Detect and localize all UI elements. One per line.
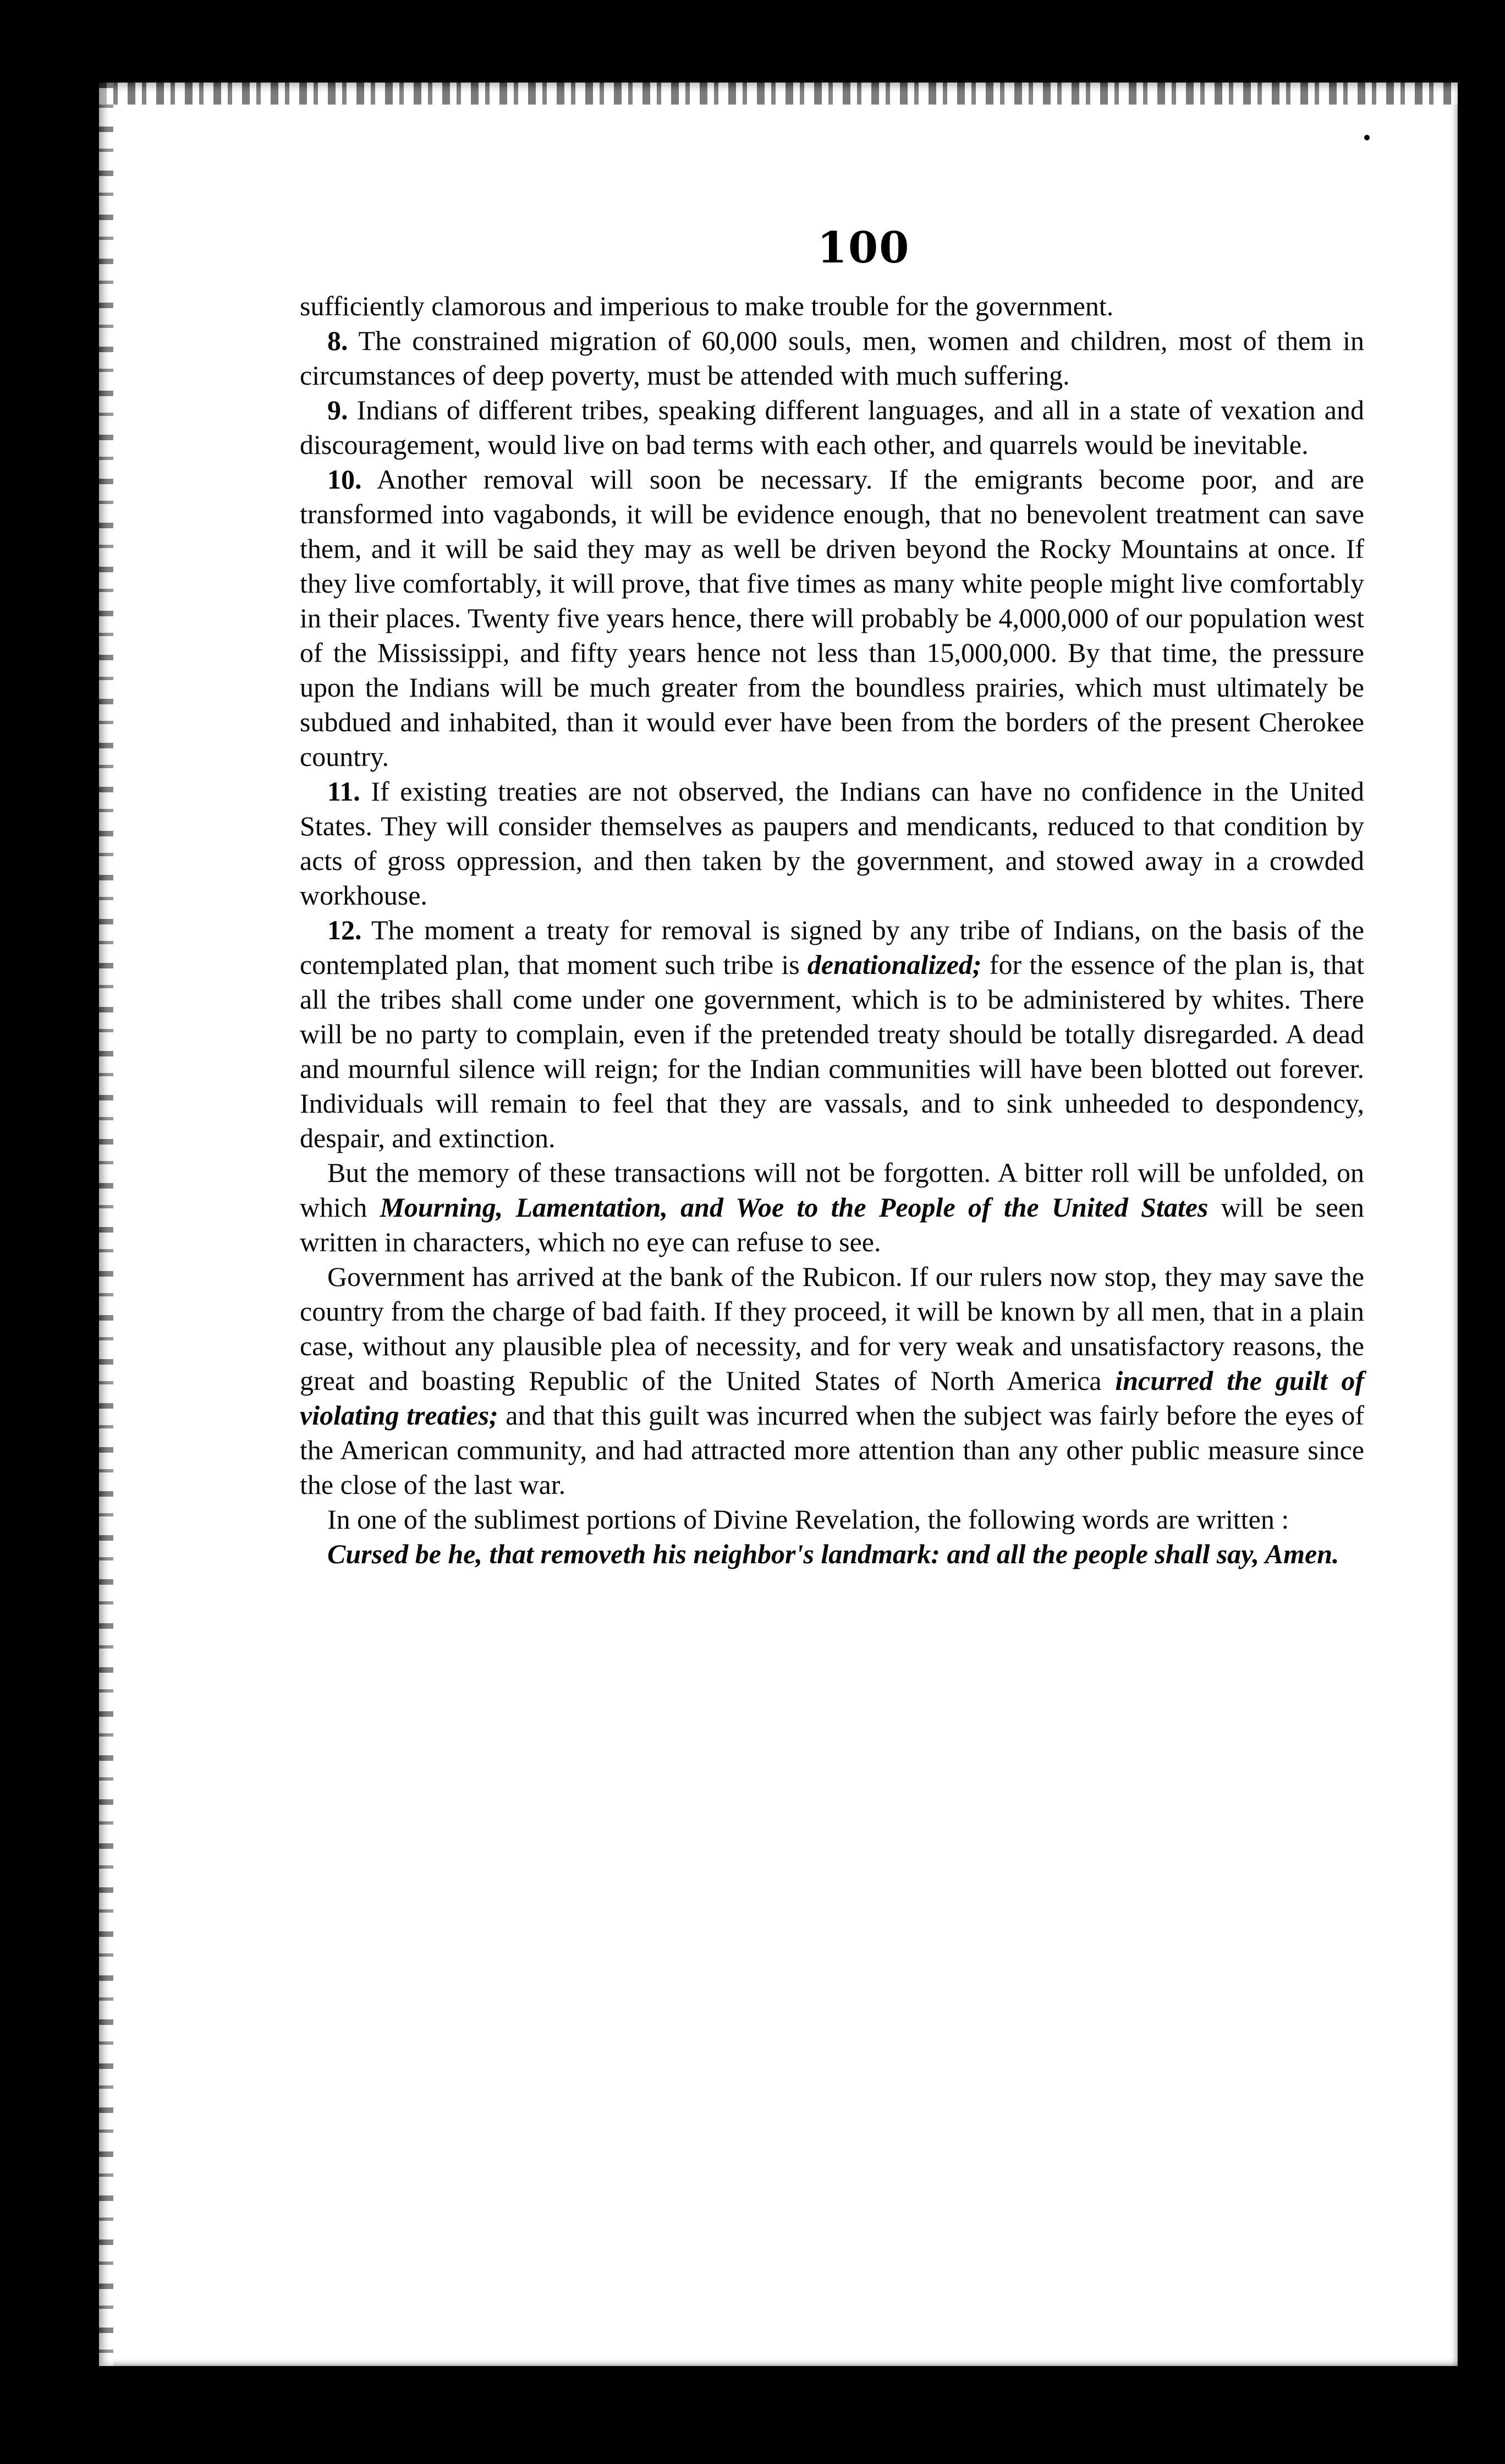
paragraph-text: sufficiently clamorous and imperious to make trouble for the government. xyxy=(300,291,1114,321)
body-text xyxy=(300,289,1364,1572)
book-page xyxy=(99,83,1458,2366)
italic-emphasis: denationalized; xyxy=(807,949,982,980)
ink-speck xyxy=(1364,135,1370,140)
paragraph-rubicon xyxy=(300,1260,1364,1502)
point-number: 12. xyxy=(327,915,362,945)
page-number: 100 xyxy=(817,223,910,273)
italic-emphasis: incurred the guilt of violating treaties; xyxy=(300,1365,1364,1431)
paragraph-point-12 xyxy=(300,913,1364,1156)
paragraph-revelation xyxy=(300,1502,1364,1537)
paragraph-memory xyxy=(300,1156,1364,1260)
paragraph-text: If existing treaties are not observed, the Indians can have no confidence in the United States. They will consider themselves as paupers and mendicants, reduced to that condition by acts of gross oppression, and then taken by the government, and stowed away in a crowded workhouse. xyxy=(300,776,1364,911)
paragraph-text: Indians of different tribes, speaking different languages, and all in a state of vexation and discouragement, would live on bad terms with each other, and quarrels would be inevitable. xyxy=(300,395,1364,460)
point-number: 10. xyxy=(327,464,362,495)
paragraph-text: and that this guilt was incurred when the subject was fairly before the eyes of the American community, and had attracted more attention than any other public measure since the close of the last war. xyxy=(300,1400,1364,1500)
italic-emphasis: Mourning, Lamentation, and Woe to the People of the United States xyxy=(380,1192,1209,1223)
paragraph-text: will be seen written in characters, which no eye can refuse to see. xyxy=(300,1192,1364,1257)
paragraph-text: The constrained migration of 60,000 souls, men, women and children, most of them in circumstances of deep poverty, must be attended with much suffering. xyxy=(300,325,1364,391)
paragraph-text: Another removal will soon be necessary. If the emigrants become poor, and are transformed into vagabonds, it will be evidence enough, that no benevolent treatment can save them, and it will be said they may as well be driven beyond the Rocky Mountains at once. If they live comfortably, it will prove, that five times as many white people might live comfortably in their places. Twenty five years hence, there will probably be 4,000,000 of our population west of the Mississippi, and fifty years hence not less than 15,000,000. By that time, the pressure upon the Indians will be much greater from the boundless prairies, which must ultimately be subdued and inhabited, than it would ever have been from the borders of the present Cherokee country. xyxy=(300,464,1364,772)
paragraph-point-8 xyxy=(300,324,1364,393)
paragraph-point-9 xyxy=(300,393,1364,462)
paragraph-text: for the essence of the plan is, that all the tribes shall come under one government, which is to be administered by whites. There will be no party to complain, even if the pretended treaty should be totally disregarded. A dead and mournful silence will reign; for the Indian communities will have been blotted out forever. Individuals will remain to feel that they are vassals, and to sink unheeded to despondency, despair, and extinction. xyxy=(300,949,1365,1153)
paragraph-continuation xyxy=(300,289,1364,324)
point-number: 11. xyxy=(327,776,360,807)
ink-speck xyxy=(407,33,413,39)
paragraph-text: But the memory of these transactions will not be forgotten. A bitter roll will be unfolded, on which xyxy=(300,1157,1364,1223)
paragraph-text: Government has arrived at the bank of the Rubicon. If our rulers now stop, they may save the country from the charge of bad faith. If they proceed, it will be known by all men, that in a plain case, without any plausible plea of necessity, and for very weak and unsatisfactory reasons, the great and boasting Republic of the United States of North America xyxy=(300,1261,1364,1396)
paragraph-text: In one of the sublimest portions of Divine Revelation, the following words are written : xyxy=(327,1504,1289,1535)
paragraph-text: The moment a treaty for removal is signed by any tribe of Indians, on the basis of the contemplated plan, that moment such tribe is xyxy=(300,915,1364,980)
quote-text: Cursed be he, that removeth his neighbor's landmark: and all the people shall say, Amen. xyxy=(327,1538,1339,1569)
ink-speck xyxy=(88,2228,97,2237)
scripture-quote xyxy=(300,1537,1364,1572)
point-number: 8. xyxy=(327,325,348,356)
point-number: 9. xyxy=(327,395,348,425)
paragraph-point-11 xyxy=(300,774,1364,913)
paragraph-point-10 xyxy=(300,462,1364,774)
